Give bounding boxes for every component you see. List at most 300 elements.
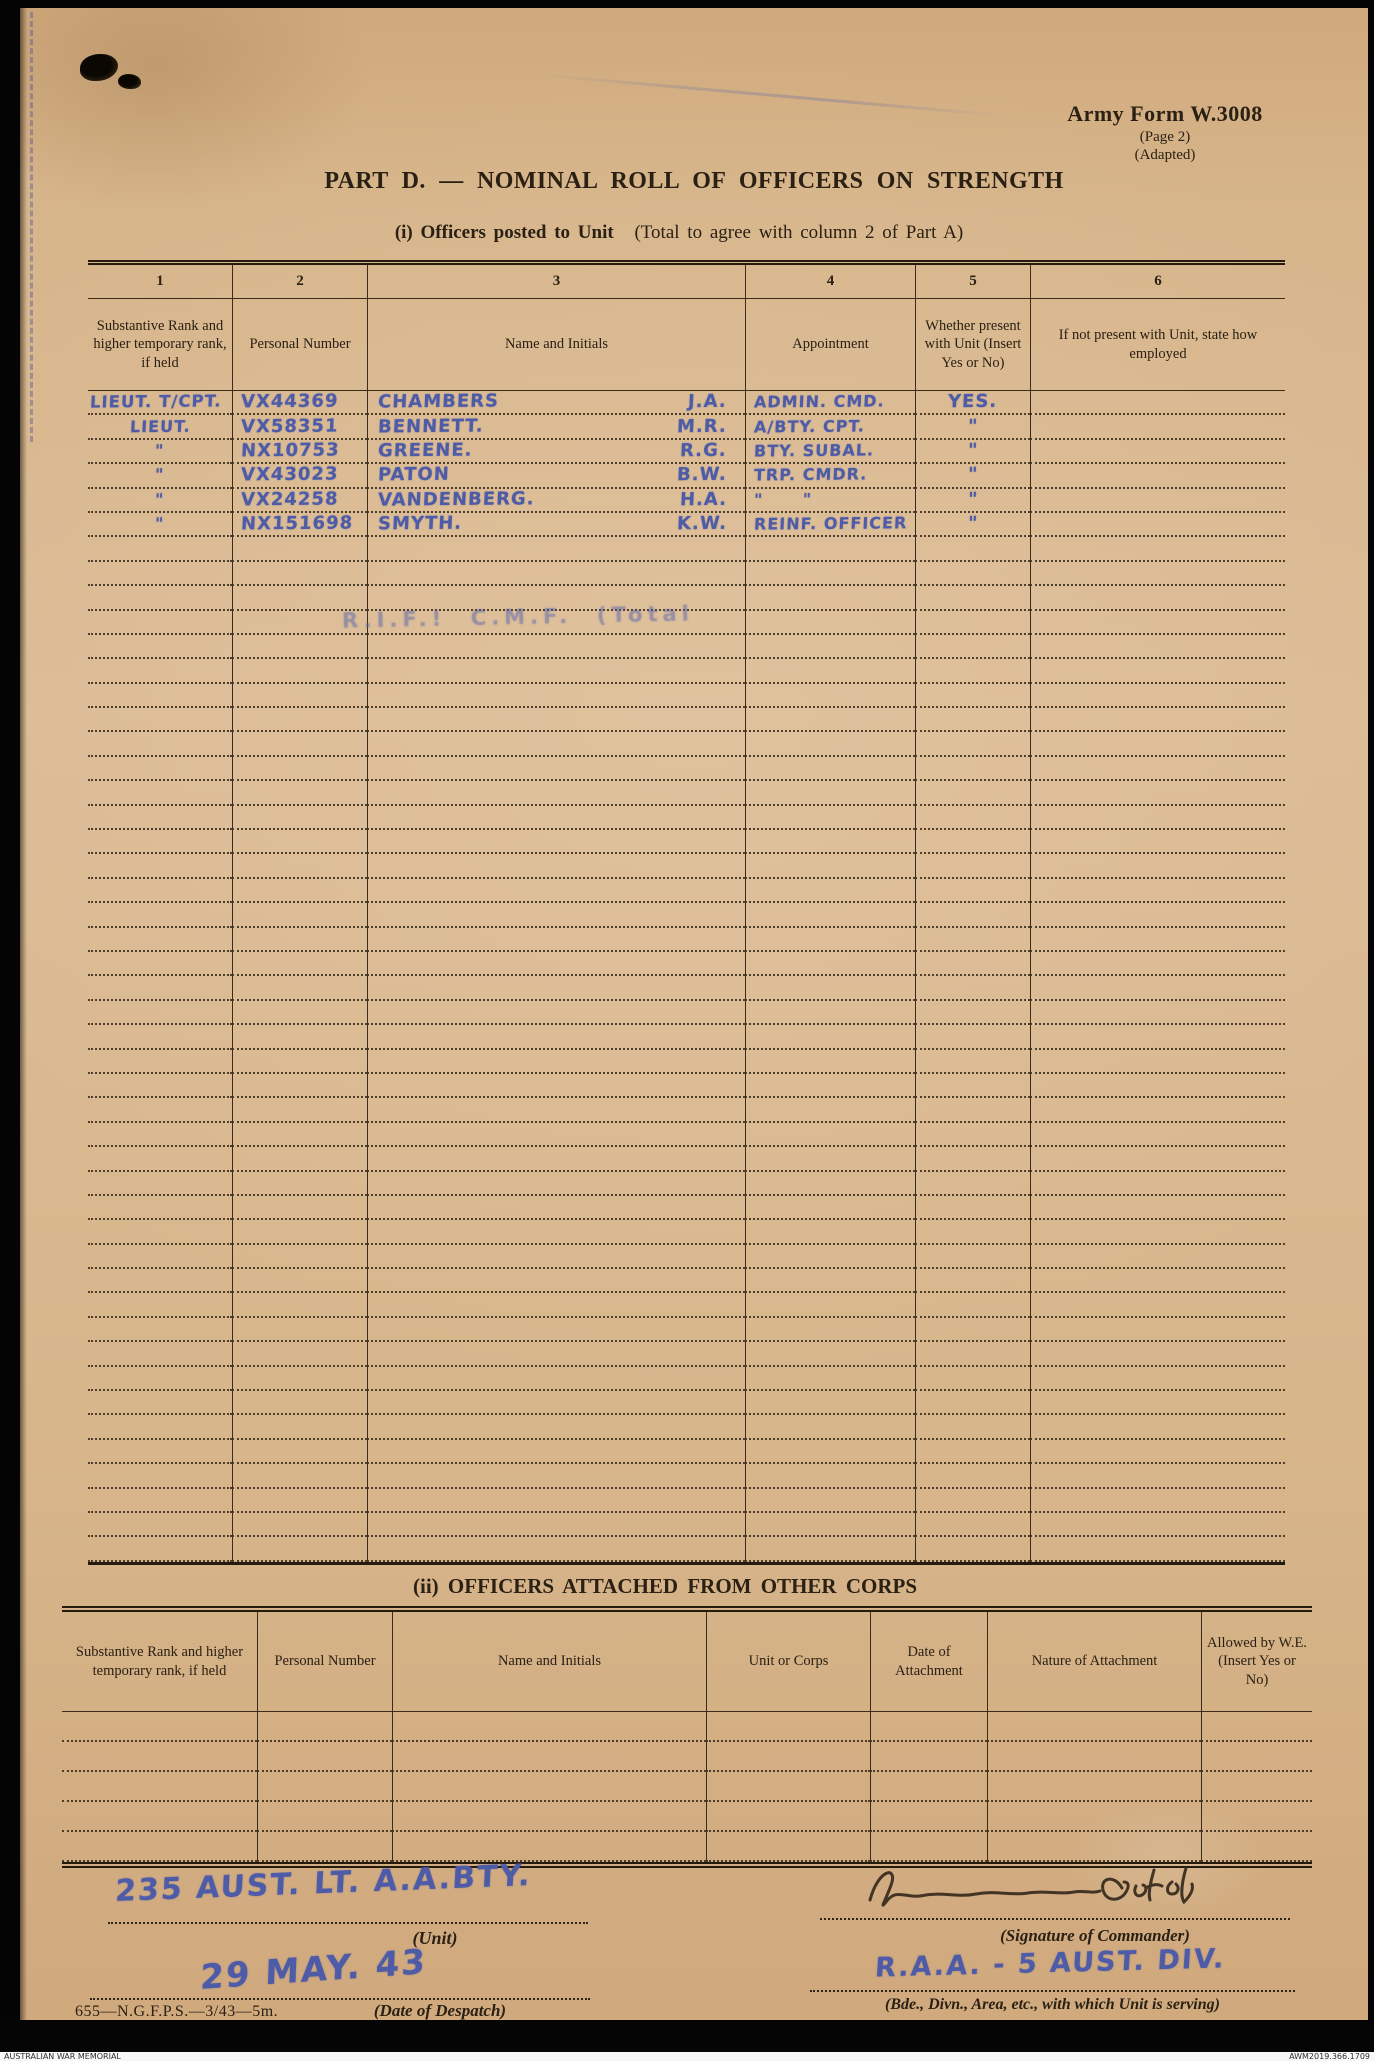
empty-cell	[1030, 635, 1285, 659]
empty-cell	[367, 1342, 745, 1366]
name-cell	[367, 513, 745, 537]
empty-cell	[915, 562, 1030, 586]
empty-cell	[745, 659, 915, 683]
empty-cell	[367, 1220, 745, 1244]
personal-number-value: NX10753	[240, 439, 341, 462]
empty-cell	[62, 1772, 257, 1802]
empty-cell	[706, 1742, 870, 1772]
empty-cell	[88, 806, 232, 830]
empty-cell	[392, 1772, 706, 1802]
column-number: 4	[745, 265, 915, 299]
empty-cell	[392, 1832, 706, 1862]
empty-cell	[257, 1802, 392, 1832]
column-header: Personal Number	[257, 1612, 392, 1712]
empty-cell	[62, 1832, 257, 1862]
appointment-cell	[745, 391, 915, 415]
empty-cell	[88, 1489, 232, 1513]
table1-number-row	[88, 265, 1285, 299]
empty-cell	[1030, 854, 1285, 878]
scan-black-bar	[0, 2020, 1374, 2052]
empty-cell	[915, 1245, 1030, 1269]
empty-cell	[745, 781, 915, 805]
empty-cell	[915, 806, 1030, 830]
not-present-cell	[1030, 415, 1285, 439]
empty-cell	[745, 1342, 915, 1366]
unit-dotted-line	[108, 1922, 588, 1924]
empty-cell	[88, 708, 232, 732]
empty-cell	[232, 1537, 367, 1561]
empty-cell	[367, 1074, 745, 1098]
empty-cell	[62, 1712, 257, 1742]
empty-cell	[367, 1318, 745, 1342]
empty-cell	[745, 611, 915, 635]
empty-row	[88, 659, 1285, 683]
empty-cell	[232, 903, 367, 927]
empty-cell	[367, 854, 745, 878]
empty-row	[88, 903, 1285, 927]
column-number: 5	[915, 265, 1030, 299]
column-header: Nature of Attachment	[987, 1612, 1201, 1712]
empty-cell	[1030, 1293, 1285, 1317]
empty-cell	[367, 781, 745, 805]
empty-cell	[915, 635, 1030, 659]
empty-cell	[745, 1513, 915, 1537]
despatch-dotted-line	[90, 1998, 590, 2000]
appointment-value: ADMIN. CMD.	[753, 391, 886, 412]
form-number: Army Form W.3008	[1067, 101, 1263, 126]
rank-value: "	[154, 514, 166, 534]
surname-value: CHAMBERS	[377, 390, 500, 413]
empty-cell	[1030, 1440, 1285, 1464]
empty-cell	[232, 757, 367, 781]
empty-cell	[915, 537, 1030, 561]
surname-value: PATON	[377, 464, 451, 486]
empty-cell	[367, 1050, 745, 1074]
empty-cell	[88, 562, 232, 586]
empty-cell	[745, 952, 915, 976]
empty-cell	[232, 1318, 367, 1342]
empty-cell	[987, 1712, 1201, 1742]
empty-cell	[88, 1318, 232, 1342]
empty-row	[88, 1293, 1285, 1317]
printer-imprint: 655—N.G.F.P.S.—3/43—5m.	[75, 2003, 279, 2020]
empty-cell	[706, 1712, 870, 1742]
empty-cell	[367, 1269, 745, 1293]
empty-row	[88, 830, 1285, 854]
empty-row	[88, 879, 1285, 903]
empty-cell	[257, 1712, 392, 1742]
empty-cell	[1030, 976, 1285, 1000]
empty-cell	[915, 659, 1030, 683]
empty-cell	[232, 1440, 367, 1464]
empty-row	[88, 1464, 1285, 1488]
archive-name: AUSTRALIAN WAR MEMORIAL	[4, 2052, 121, 2061]
empty-cell	[367, 830, 745, 854]
empty-cell	[88, 1391, 232, 1415]
empty-cell	[745, 1098, 915, 1122]
empty-cell	[1030, 806, 1285, 830]
name-cell	[367, 464, 745, 488]
empty-cell	[745, 1537, 915, 1561]
empty-cell	[88, 1367, 232, 1391]
despatch-date-handwritten-value: 29 MAY. 43	[199, 1941, 428, 1999]
empty-cell	[915, 684, 1030, 708]
empty-row	[88, 684, 1285, 708]
appointment-value: REINF. OFFICER	[753, 513, 908, 534]
personal-number-value: NX151698	[240, 512, 354, 535]
empty-row	[88, 952, 1285, 976]
empty-cell	[367, 1172, 745, 1196]
surname-value: BENNETT.	[377, 415, 485, 438]
empty-row	[88, 1123, 1285, 1147]
empty-row	[88, 1001, 1285, 1025]
torn-hole	[80, 54, 118, 81]
empty-cell	[367, 659, 745, 683]
empty-cell	[232, 684, 367, 708]
empty-cell	[88, 1415, 232, 1439]
column-header: Unit or Corps	[706, 1612, 870, 1712]
empty-cell	[232, 708, 367, 732]
empty-row	[88, 976, 1285, 1000]
empty-cell	[1030, 1269, 1285, 1293]
empty-cell	[1030, 1050, 1285, 1074]
empty-cell	[1030, 781, 1285, 805]
section-i-heading: (i) Officers posted to Unit	[394, 222, 614, 243]
empty-cell	[367, 635, 745, 659]
empty-cell	[88, 1172, 232, 1196]
empty-cell	[915, 1050, 1030, 1074]
table1-body	[88, 391, 1285, 1562]
empty-cell	[915, 1220, 1030, 1244]
empty-cell	[915, 781, 1030, 805]
present-value: YES.	[947, 390, 999, 413]
empty-cell	[88, 1025, 232, 1049]
empty-row	[88, 562, 1285, 586]
empty-row	[88, 806, 1285, 830]
empty-cell	[232, 1464, 367, 1488]
empty-cell	[745, 1367, 915, 1391]
serving-formation-handwritten-value: R.A.A. - 5 AUST. DIV.	[874, 1943, 1227, 1984]
empty-cell	[88, 903, 232, 927]
empty-cell	[232, 659, 367, 683]
empty-cell	[1030, 1367, 1285, 1391]
empty-cell	[88, 732, 232, 756]
empty-cell	[745, 1318, 915, 1342]
empty-cell	[88, 1537, 232, 1561]
empty-row	[88, 732, 1285, 756]
empty-cell	[257, 1742, 392, 1772]
empty-cell	[745, 1147, 915, 1171]
ink-smudge	[541, 74, 1009, 118]
empty-cell	[88, 928, 232, 952]
empty-cell	[1201, 1802, 1312, 1832]
empty-cell	[1030, 537, 1285, 561]
empty-row	[62, 1802, 1312, 1832]
empty-cell	[745, 1440, 915, 1464]
empty-cell	[257, 1772, 392, 1802]
empty-cell	[232, 1172, 367, 1196]
empty-row	[88, 1537, 1285, 1561]
surname-value: VANDENBERG.	[377, 488, 536, 511]
empty-cell	[745, 586, 915, 610]
empty-row	[88, 1074, 1285, 1098]
present-cell	[915, 415, 1030, 439]
empty-cell	[915, 1318, 1030, 1342]
empty-cell	[745, 854, 915, 878]
section-ii-heading: (ii) OFFICERS ATTACHED FROM OTHER CORPS	[413, 1574, 917, 1598]
empty-row	[88, 1513, 1285, 1537]
empty-row	[88, 781, 1285, 805]
rank-cell	[88, 415, 232, 439]
empty-cell	[88, 537, 232, 561]
empty-cell	[232, 1050, 367, 1074]
empty-cell	[706, 1802, 870, 1832]
empty-cell	[1030, 684, 1285, 708]
empty-cell	[367, 1415, 745, 1439]
empty-cell	[915, 1440, 1030, 1464]
initials-value: K.W.	[676, 512, 728, 535]
empty-cell	[367, 1245, 745, 1269]
personal-number-cell	[232, 391, 367, 415]
empty-row	[88, 1172, 1285, 1196]
empty-cell	[257, 1832, 392, 1862]
empty-row	[88, 928, 1285, 952]
empty-cell	[88, 684, 232, 708]
empty-row	[62, 1712, 1312, 1742]
page-title: PART D. — NOMINAL ROLL OF OFFICERS ON STRENGTH	[324, 168, 1064, 194]
rank-value: "	[154, 489, 166, 509]
column-header: Name and Initials	[367, 299, 745, 391]
empty-cell	[1030, 732, 1285, 756]
empty-cell	[870, 1712, 987, 1742]
personal-number-cell	[232, 489, 367, 513]
empty-cell	[232, 879, 367, 903]
empty-cell	[232, 1220, 367, 1244]
appointment-cell	[745, 513, 915, 537]
empty-cell	[915, 1196, 1030, 1220]
empty-cell	[88, 1269, 232, 1293]
empty-cell	[232, 1196, 367, 1220]
empty-cell	[745, 1196, 915, 1220]
empty-cell	[88, 1123, 232, 1147]
empty-cell	[745, 1172, 915, 1196]
empty-cell	[88, 659, 232, 683]
archive-caption-strip	[0, 2052, 1374, 2061]
empty-cell	[232, 952, 367, 976]
empty-row	[88, 1220, 1285, 1244]
empty-cell	[915, 708, 1030, 732]
empty-cell	[745, 635, 915, 659]
empty-cell	[745, 976, 915, 1000]
empty-cell	[745, 537, 915, 561]
empty-cell	[745, 1220, 915, 1244]
not-present-cell	[1030, 489, 1285, 513]
empty-cell	[232, 586, 367, 610]
initials-value: B.W.	[676, 464, 728, 486]
form-adapted-note: (Adapted)	[1134, 147, 1196, 164]
empty-cell	[232, 1342, 367, 1366]
empty-cell	[745, 1464, 915, 1488]
empty-cell	[915, 928, 1030, 952]
empty-cell	[745, 684, 915, 708]
surname-value: GREENE.	[377, 439, 473, 462]
officer-row	[88, 415, 1285, 439]
empty-cell	[1030, 1196, 1285, 1220]
bleed-through-text: R.I.F.! C.M.F. (Total	[341, 601, 695, 633]
officer-row	[88, 464, 1285, 488]
column-number: 2	[232, 265, 367, 299]
not-present-cell	[1030, 391, 1285, 415]
empty-cell	[88, 1147, 232, 1171]
serving-formation-label: (Bde., Divn., Area, etc., with which Unit is serving)	[885, 1996, 1220, 2013]
empty-cell	[1030, 879, 1285, 903]
empty-cell	[745, 1123, 915, 1147]
rank-value: "	[154, 440, 166, 461]
empty-cell	[88, 611, 232, 635]
empty-cell	[915, 1489, 1030, 1513]
unit-label: (Unit)	[412, 1928, 458, 1948]
rank-cell	[88, 440, 232, 464]
empty-cell	[232, 781, 367, 805]
empty-cell	[88, 1196, 232, 1220]
appointment-value: A/BTY. CPT.	[753, 416, 866, 437]
empty-cell	[915, 1123, 1030, 1147]
empty-cell	[392, 1742, 706, 1772]
empty-row	[88, 537, 1285, 561]
empty-cell	[232, 1415, 367, 1439]
empty-cell	[232, 1001, 367, 1025]
empty-cell	[745, 1269, 915, 1293]
empty-cell	[987, 1802, 1201, 1832]
empty-cell	[915, 854, 1030, 878]
empty-cell	[232, 1391, 367, 1415]
empty-cell	[367, 1537, 745, 1561]
appointment-value: BTY. SUBAL.	[753, 440, 875, 461]
empty-cell	[915, 1464, 1030, 1488]
empty-cell	[88, 879, 232, 903]
empty-cell	[232, 928, 367, 952]
serving-dotted-line	[810, 1990, 1295, 1992]
empty-cell	[88, 1074, 232, 1098]
empty-cell	[88, 1001, 232, 1025]
empty-cell	[915, 1269, 1030, 1293]
empty-cell	[232, 1025, 367, 1049]
rank-cell	[88, 391, 232, 415]
present-cell	[915, 489, 1030, 513]
empty-cell	[745, 1415, 915, 1439]
empty-cell	[88, 952, 232, 976]
empty-cell	[232, 1123, 367, 1147]
empty-cell	[367, 976, 745, 1000]
column-header: Whether present with Unit (Insert Yes or No)	[915, 299, 1030, 391]
empty-cell	[745, 1025, 915, 1049]
empty-row	[88, 1367, 1285, 1391]
empty-cell	[915, 903, 1030, 927]
empty-cell	[232, 1269, 367, 1293]
appointment-cell	[745, 440, 915, 464]
appointment-value: TRP. CMDR.	[753, 464, 868, 485]
empty-cell	[88, 1464, 232, 1488]
rank-cell	[88, 489, 232, 513]
empty-cell	[367, 732, 745, 756]
empty-cell	[232, 635, 367, 659]
empty-cell	[232, 537, 367, 561]
empty-cell	[367, 928, 745, 952]
empty-cell	[367, 684, 745, 708]
appointment-cell	[745, 464, 915, 488]
empty-row	[88, 1245, 1285, 1269]
empty-cell	[367, 1513, 745, 1537]
form-paper	[20, 8, 1368, 2020]
empty-cell	[1030, 1147, 1285, 1171]
empty-cell	[1030, 903, 1285, 927]
empty-cell	[232, 1147, 367, 1171]
empty-cell	[915, 1001, 1030, 1025]
empty-cell	[62, 1742, 257, 1772]
empty-cell	[915, 1415, 1030, 1439]
empty-cell	[1030, 1123, 1285, 1147]
empty-cell	[367, 1147, 745, 1171]
empty-cell	[392, 1712, 706, 1742]
empty-cell	[1030, 1220, 1285, 1244]
empty-row	[88, 1269, 1285, 1293]
empty-cell	[232, 1513, 367, 1537]
empty-cell	[915, 1367, 1030, 1391]
name-cell	[367, 440, 745, 464]
empty-cell	[88, 1220, 232, 1244]
not-present-cell	[1030, 440, 1285, 464]
empty-cell	[1030, 757, 1285, 781]
present-cell	[915, 391, 1030, 415]
empty-cell	[88, 586, 232, 610]
empty-cell	[915, 1391, 1030, 1415]
empty-cell	[745, 562, 915, 586]
empty-cell	[745, 928, 915, 952]
empty-cell	[367, 1025, 745, 1049]
rank-value: LIEUT.	[129, 416, 191, 436]
present-cell	[915, 440, 1030, 464]
column-header: Name and Initials	[392, 1612, 706, 1712]
empty-cell	[915, 879, 1030, 903]
initials-value: M.R.	[676, 415, 728, 437]
empty-cell	[870, 1802, 987, 1832]
empty-row	[62, 1772, 1312, 1802]
personal-number-cell	[232, 440, 367, 464]
rank-value: "	[154, 465, 166, 485]
empty-cell	[1030, 1074, 1285, 1098]
present-cell	[915, 464, 1030, 488]
empty-cell	[392, 1802, 706, 1832]
empty-cell	[987, 1772, 1201, 1802]
empty-cell	[367, 1098, 745, 1122]
present-value: "	[967, 464, 979, 486]
form-page-note: (Page 2)	[1139, 128, 1191, 145]
officer-row	[88, 489, 1285, 513]
personal-number-cell	[232, 513, 367, 537]
empty-cell	[915, 830, 1030, 854]
surname-value: SMYTH.	[377, 512, 463, 535]
empty-cell	[745, 903, 915, 927]
empty-cell	[232, 830, 367, 854]
present-value: "	[967, 488, 979, 510]
empty-cell	[1030, 659, 1285, 683]
empty-cell	[367, 1367, 745, 1391]
officer-row	[88, 391, 1285, 415]
archive-accession-number: AWM2019.366.1709	[1289, 2052, 1370, 2061]
empty-cell	[1201, 1742, 1312, 1772]
signature-scrawl	[860, 1858, 1260, 1916]
empty-cell	[88, 1513, 232, 1537]
